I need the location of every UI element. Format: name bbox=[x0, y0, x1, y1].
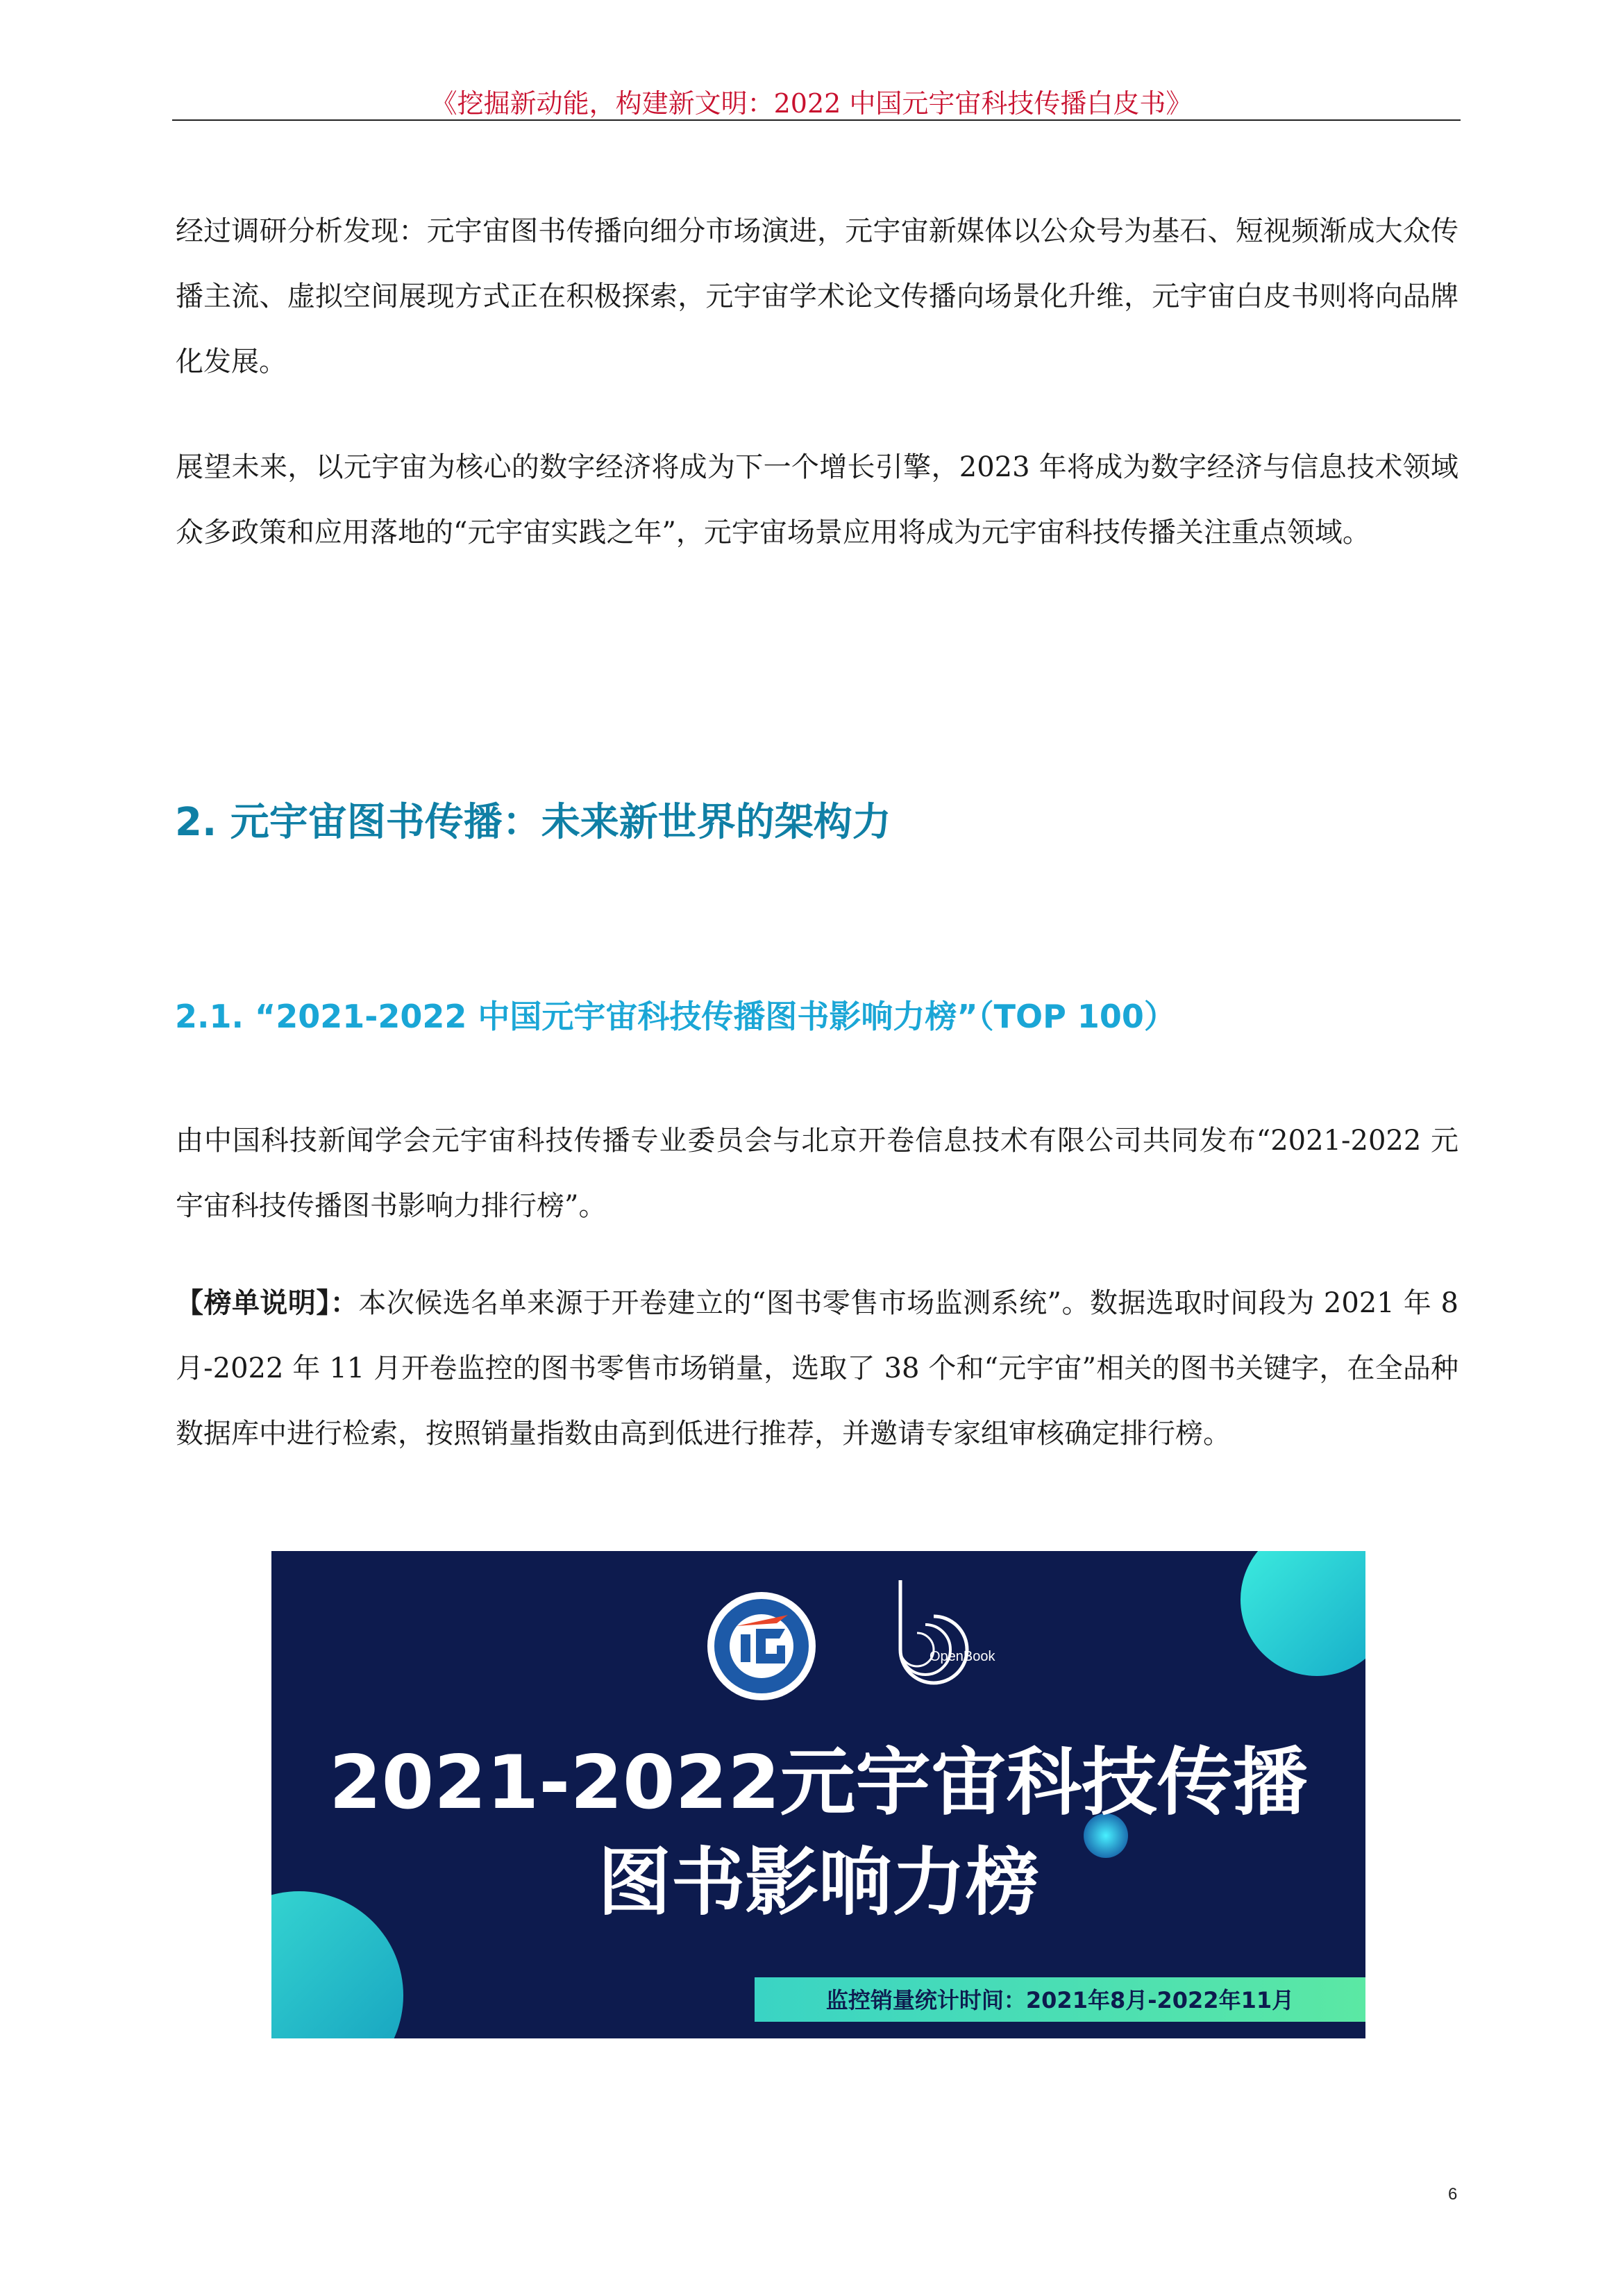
outlook-paragraph: 展望未来，以元宇宙为核心的数字经济将成为下一个增长引擎，2023 年将成为数字经济与信息技术领域众多政策和应用落地的“元宇宙实践之年”，元宇宙场景应用将成为元宇宙科技传播关注重点领域。 bbox=[176, 451, 1458, 548]
findings-paragraph: 经过调研分析发现：元宇宙图书传播向细分市场演进，元宇宙新媒体以公众号为基石、短视频渐成大众传播主流、虚拟空间展现方式正在积极探索，元宇宙学术论文传播向场景化升维，元宇宙白皮书则将向品牌化发展。 bbox=[176, 215, 1458, 378]
page-number: 6 bbox=[1448, 2185, 1458, 2204]
decorative-circle-bottom-left bbox=[271, 1891, 403, 2038]
ranking-note-paragraph bbox=[176, 1271, 1458, 1466]
ranking-banner-image bbox=[271, 1551, 1365, 2038]
banner-period-text: 监控销量统计时间：2021年8月-2022年11月 bbox=[825, 1987, 1295, 2013]
banner-title-line2: 图书影响力榜 bbox=[598, 1840, 1039, 1925]
banner-title-line1: 2021-2022元宇宙科技传播 bbox=[329, 1740, 1308, 1825]
section-heading: 2. 元宇宙图书传播：未来新世界的架构力 bbox=[175, 800, 891, 845]
decorative-circle-top-right bbox=[1241, 1551, 1365, 1676]
header-divider bbox=[172, 119, 1461, 121]
subsection-heading: 2.1. “2021-2022 中国元宇宙科技传播图书影响力榜”（TOP 100） bbox=[175, 998, 1176, 1035]
ranking-intro-paragraph: 由中国科技新闻学会元宇宙科技传播专业委员会与北京开卷信息技术有限公司共同发布“2021-2022 元宇宙科技传播图书影响力排行榜”。 bbox=[176, 1125, 1458, 1222]
ranking-note-text: 本次候选名单来源于开卷建立的“图书零售市场监测系统”。数据选取时间段为 2021 年 8 月-2022 年 11 月开卷监控的图书零售市场销量，选取了 38 个和“元宇宙”相关的图书关键字，在全品种数据库中进行检索，按照销量指数由高到低进行推荐，并邀请专家组审核确定排行榜。 bbox=[176, 1287, 1459, 1450]
society-logo-icon bbox=[707, 1592, 816, 1700]
header-title: 《挖掘新动能，构建新文明：2022 中国元宇宙科技传播白皮书》 bbox=[430, 88, 1193, 119]
ranking-note-label: 【榜单说明】： bbox=[176, 1287, 359, 1319]
openbook-logo-label: OpenBook bbox=[930, 1649, 995, 1664]
openbook-logo-icon bbox=[900, 1580, 967, 1683]
